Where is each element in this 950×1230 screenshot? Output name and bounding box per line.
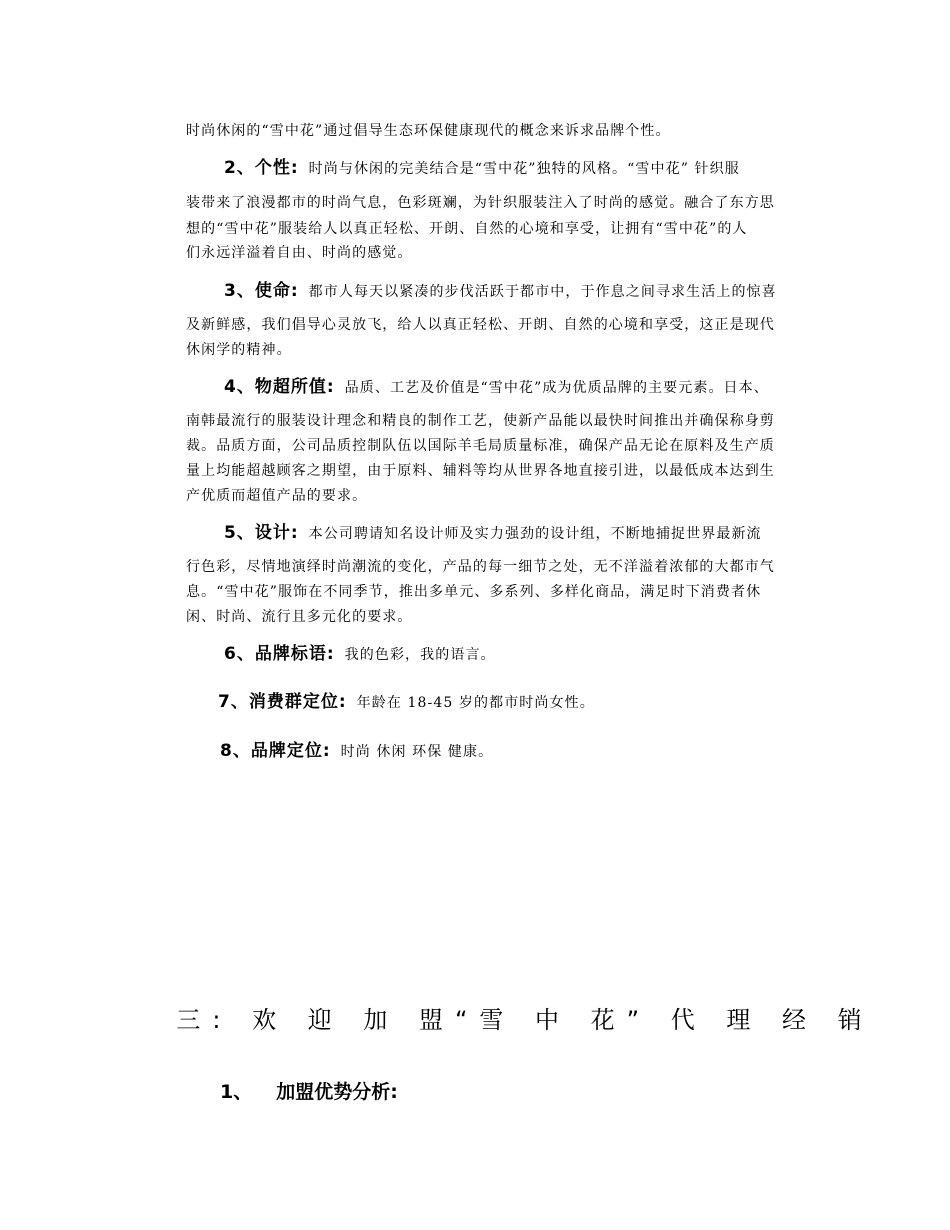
section-title: 三: 欢 迎 加 盟“雪 中 花” 代 理 经 销 xyxy=(176,1006,874,1034)
item-text: 品质、工艺及价值是“雪中花”成为优质品牌的主要元素。日本、 xyxy=(344,380,769,396)
item-text: 时尚与休闲的完美结合是“雪中花”独特的风格。“雪中花” 针织服 xyxy=(308,161,740,177)
item-text: 都市人每天以紧凑的步伐活跃于都市中，于作息之间寻求生活上的惊喜 xyxy=(308,284,777,300)
item-text: 裁。品质方面，公司品质控制队伍以国际羊毛局质量标准，确保产品无论在原料及生产质 xyxy=(186,438,775,454)
item-heading: 2、个性: xyxy=(224,158,299,178)
item-text: 行色彩，尽情地演绎时尚潮流的变化，产品的每一细节之处，无不洋溢着浓郁的大都市气 xyxy=(186,559,775,575)
item-personality xyxy=(224,157,740,180)
item-design xyxy=(224,522,762,545)
item-slogan xyxy=(224,643,496,666)
item-mission xyxy=(224,280,777,303)
item-heading: 6、品牌标语: xyxy=(224,644,335,664)
item-text: 年龄在 18-45 岁的都市时尚女性。 xyxy=(356,695,595,711)
item-text: 们永远洋溢着自由、时尚的感觉。 xyxy=(186,245,413,261)
item-text: 南韩最流行的服装设计理念和精良的制作工艺，使新产品能以最快时间推出并确保称身剪 xyxy=(186,413,775,429)
item-positioning xyxy=(220,740,493,763)
item-text: 及新鲜感，我们倡导心灵放飞，给人以真正轻松、开朗、自然的心境和享受，这正是现代 xyxy=(186,317,775,333)
item-heading: 5、设计: xyxy=(224,523,299,543)
item-text: 本公司聘请知名设计师及实力强劲的设计组，不断地捕捉世界最新流 xyxy=(308,526,762,542)
item-text: 想的“雪中花”服装给人以真正轻松、开朗、自然的心境和享受，让拥有“雪中花”的人 xyxy=(186,221,748,237)
item-target-group xyxy=(218,691,595,714)
subsection-heading xyxy=(220,1077,398,1104)
subsection-number: 1、 xyxy=(220,1081,253,1103)
item-text: 产优质而超值产品的要求。 xyxy=(186,488,368,504)
item-text: 量上均能超越顾客之期望，由于原料、辅料等均从世界各地直接引进，以最低成本达到生 xyxy=(186,463,775,479)
subsection-title: 加盟优势分析: xyxy=(276,1081,398,1103)
item-heading: 7、消费群定位: xyxy=(218,692,347,712)
intro-line: 时尚休闲的“雪中花”通过倡导生态环保健康现代的概念来诉求品牌个性。 xyxy=(186,123,671,139)
item-text: 我的色彩，我的语言。 xyxy=(344,647,496,663)
item-heading: 3、使命: xyxy=(224,281,299,301)
item-text: 时尚 休闲 环保 健康。 xyxy=(340,744,494,760)
item-text: 装带来了浪漫都市的时尚气息，色彩斑斓，为针织服装注入了时尚的感觉。融合了东方思 xyxy=(186,195,775,211)
item-text: 息。“雪中花”服饰在不同季节，推出多单元、多系列、多样化商品，满足时下消费者休 xyxy=(186,584,762,600)
item-value xyxy=(224,376,769,399)
item-heading: 8、品牌定位: xyxy=(220,741,331,761)
item-text: 休闲学的精神。 xyxy=(186,342,292,358)
item-heading: 4、物超所值: xyxy=(224,377,335,397)
item-text: 闲、时尚、流行且多元化的要求。 xyxy=(186,609,413,625)
